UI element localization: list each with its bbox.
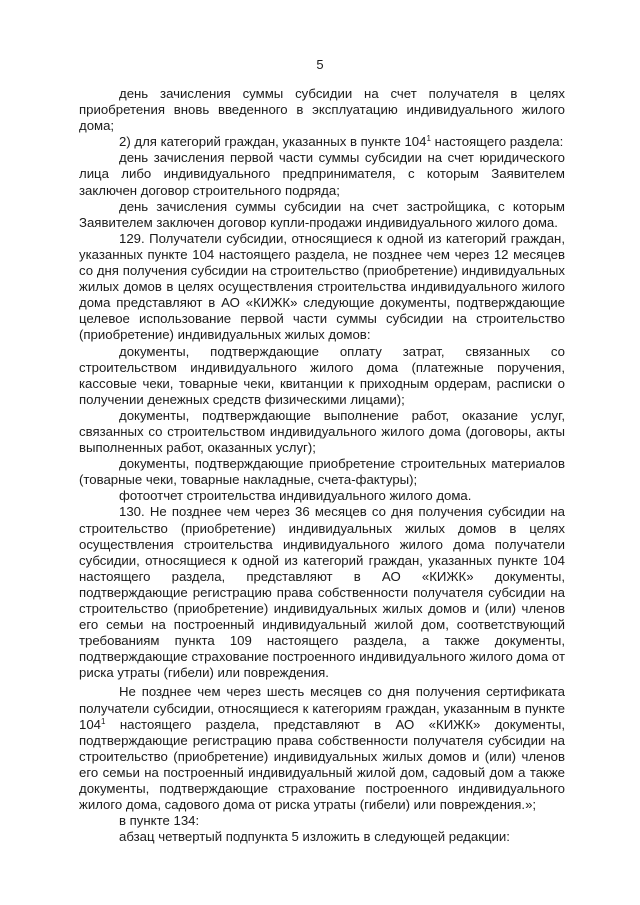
paragraph: 130. Не позднее чем через 36 месяцев со дня получения субсидии на строительство (приобретение) индивидуальных жилых домов в целях осуществления строительства индивидуального жилого дома получатели субсидии, относящиеся к одной из категорий граждан, указанных пункте 104 настоящего раздела, представляют в АО «КИЖК» документы, подтверждающие регистрацию права собственности получателя субсидии на строительство (приобретение) индивидуальных жилых домов и (или) членов его семьи на построенный индивидуальный жилой дом, соответствующий требованиям пункта 109 настоящего раздела, а также документы, подтверждающие страхование построенного индивидуального жилого дома от риска утраты (гибели) или повреждения. xyxy=(79,504,565,681)
paragraph: в пункте 134: xyxy=(119,813,200,829)
paragraph: документы, подтверждающие приобретение строительных материалов (товарные чеки, товарные накладные, счета-фактуры); xyxy=(79,456,565,488)
paragraph: документы, подтверждающие выполнение работ, оказание услуг, связанных со строительством индивидуального жилого дома (договоры, акты выполненных работ, оказанных услуг); xyxy=(79,407,565,456)
paragraph: фотоотчет строительства индивидуального жилого дома. xyxy=(119,488,472,504)
paragraph: 2) для категорий граждан, указанных в пункте $104^1$ настоящего раздела: xyxy=(119,134,564,150)
paragraph: день зачисления суммы субсидии на счет получателя в целях приобретения вновь введенного в эксплуатацию индивидуального жилого дома; xyxy=(79,86,565,134)
page-number: 5 xyxy=(316,57,324,72)
paragraph: день зачисления суммы субсидии на счет застройщика, с которым Заявителем заключен договор купли-продажи индивидуального жилого дома. xyxy=(79,198,565,230)
paragraph: абзац четвертый подпункта 5 изложить в следующей редакции: xyxy=(119,829,510,845)
paragraph: день зачисления первой части суммы субсидии на счет юридического лица либо индивидуального предпринимателя, с которым Заявителем заключен договор строительного подряда; xyxy=(79,150,565,198)
superscript: 1 xyxy=(426,134,431,144)
paragraph: Не позднее чем через шесть месяцев со дня получения сертификата получатели субсидии, относящиеся к категориям граждан, указанным в пункте $104^1$ настоящего раздела, представляют в АО «КИЖК» документы, подтверждающие регистрацию права собственности получателя субсидии на строительство (приобретение) индивидуальных жилых домов и (или) членов его семьи на построенный индивидуальный жилой дом, садовый дом а также документы, подтверждающие страхование построенного индивидуального жилого дома, садового дома от риска утраты (гибели) или повреждения.»; xyxy=(79,684,565,813)
superscript: 1 xyxy=(101,716,106,726)
paragraph: документы, подтверждающие оплату затрат, связанных со строительством индивидуального жилого дома (платежные поручения, кассовые чеки, товарные чеки, квитанции к приходным ордерам, расписки о получении денежных средств физическими лицами); xyxy=(79,343,565,407)
paragraph: 129. Получатели субсидии, относящиеся к одной из категорий граждан, указанных пункте 104 настоящего раздела, не позднее чем через 12 месяцев со дня получения субсидии на строительство (приобретение) индивидуальных жилых домов в целях осуществления строительства индивидуального жилого дома представляют в АО «КИЖК» следующие документы, подтверждающие целевое использование первой части суммы субсидии на строительство (приобретение) индивидуальных жилых домов: xyxy=(79,230,565,343)
document-body xyxy=(79,86,565,845)
